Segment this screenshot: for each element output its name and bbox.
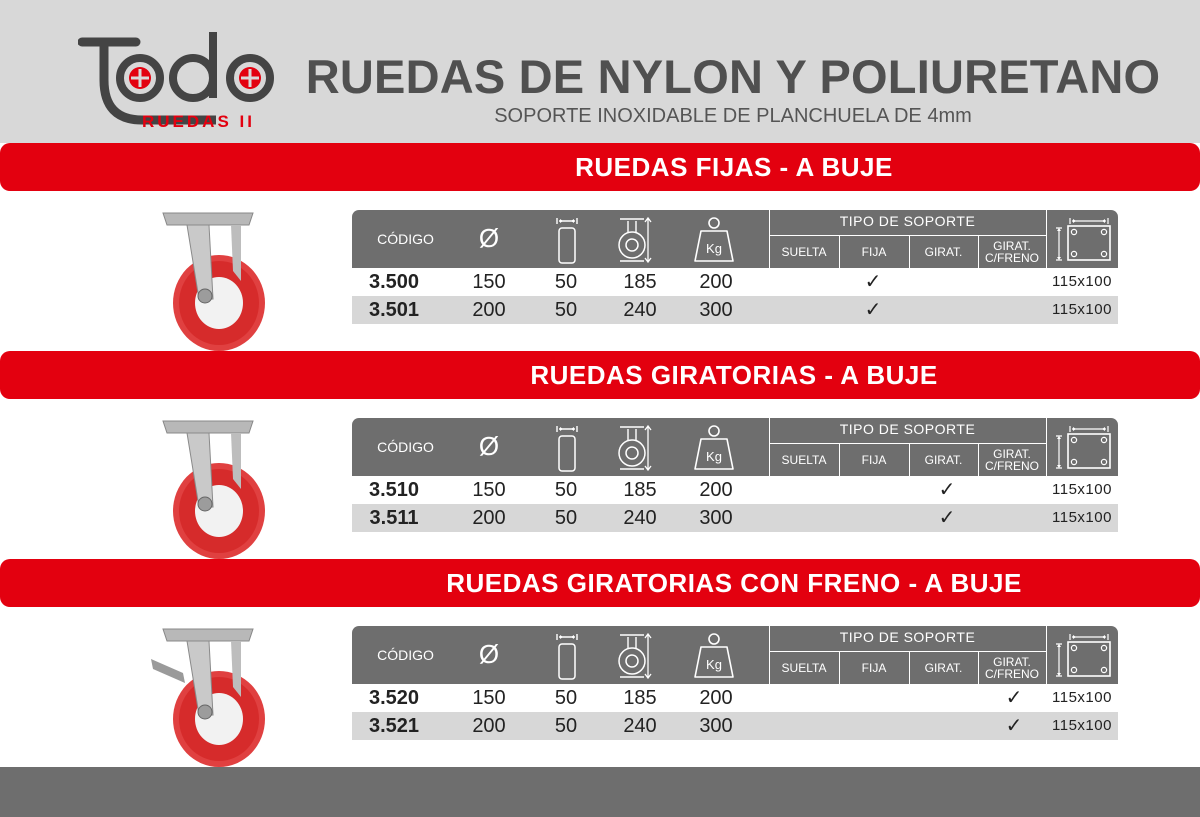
load-capacity-icon (691, 631, 737, 681)
code-header: CÓDIGO (377, 231, 434, 247)
support-girat-freno-header: GIRAT. C/FRENO (985, 447, 1039, 473)
table-row (352, 712, 1118, 740)
plate-dimensions: 115x100 (1052, 689, 1112, 706)
support-type-header: TIPO DE SOPORTE (839, 421, 976, 437)
product-code: 3.521 (368, 715, 420, 737)
diameter-header: Ø (478, 223, 500, 253)
height-value: 185 (623, 479, 657, 501)
support-check-mark: ✓ (938, 479, 956, 501)
table-header (352, 626, 1118, 684)
load-value: 300 (699, 299, 733, 321)
height-value: 240 (623, 715, 657, 737)
product-code: 3.500 (368, 271, 420, 293)
mounting-plate-icon (1052, 214, 1114, 264)
load-value: 300 (699, 715, 733, 737)
support-girat-header: GIRAT. (924, 453, 963, 467)
width-value: 50 (554, 479, 578, 501)
table-row (352, 268, 1118, 296)
specs-table (352, 626, 1118, 738)
height-value: 185 (623, 687, 657, 709)
product-code: 3.511 (369, 507, 419, 529)
caster-wheel-photo (123, 409, 288, 559)
mounting-plate-icon (1052, 630, 1114, 680)
wheel-width-icon (555, 423, 579, 473)
section-banner (0, 351, 1200, 399)
table-header (352, 210, 1118, 268)
support-fija-header: FIJA (861, 453, 887, 467)
support-girat-freno-header: GIRAT. C/FRENO (985, 655, 1039, 681)
plate-dimensions: 115x100 (1052, 273, 1112, 290)
width-value: 50 (554, 271, 578, 293)
load-value: 200 (699, 479, 733, 501)
page-title: RUEDAS DE NYLON Y POLIURETANO (305, 50, 1161, 103)
height-value: 240 (623, 299, 657, 321)
support-fija-header: FIJA (861, 661, 887, 675)
plate-dimensions: 115x100 (1052, 509, 1112, 526)
width-value: 50 (554, 687, 578, 709)
height-value: 185 (623, 271, 657, 293)
support-fija-header: FIJA (861, 245, 887, 259)
load-value: 200 (699, 271, 733, 293)
section-title: RUEDAS GIRATORIAS CON FRENO - A BUJE (446, 568, 1022, 598)
load-value: 200 (699, 687, 733, 709)
diameter-value: 200 (472, 715, 506, 737)
wheel-height-icon (614, 631, 656, 681)
width-value: 50 (554, 715, 578, 737)
brake-lever (151, 659, 185, 683)
width-value: 50 (554, 507, 578, 529)
code-header: CÓDIGO (377, 439, 434, 455)
diameter-value: 200 (472, 507, 506, 529)
load-value: 300 (699, 507, 733, 529)
support-girat-freno-header: GIRAT. C/FRENO (985, 239, 1039, 265)
wheel-width-icon (555, 215, 579, 265)
wheel-height-icon (614, 423, 656, 473)
support-suelta-header: SUELTA (781, 453, 827, 467)
load-unit-label: Kg (706, 657, 722, 672)
load-unit-label: Kg (706, 241, 722, 256)
specs-table (352, 210, 1118, 322)
diameter-value: 150 (472, 687, 506, 709)
support-check-mark: ✓ (1005, 715, 1023, 737)
table-header (352, 418, 1118, 476)
support-check-mark: ✓ (864, 299, 882, 321)
support-type-header: TIPO DE SOPORTE (839, 629, 976, 645)
support-check-mark: ✓ (864, 271, 882, 293)
section-title: RUEDAS FIJAS - A BUJE (575, 152, 893, 182)
diameter-header: Ø (478, 639, 500, 669)
caster-wheel-photo (123, 201, 288, 351)
height-value: 240 (623, 507, 657, 529)
table-row (352, 684, 1118, 712)
width-value: 50 (554, 299, 578, 321)
section-title: RUEDAS GIRATORIAS - A BUJE (530, 360, 938, 390)
support-type-header: TIPO DE SOPORTE (839, 213, 976, 229)
table-row (352, 476, 1118, 504)
section-banner (0, 143, 1200, 191)
diameter-header: Ø (478, 431, 500, 461)
plate-dimensions: 115x100 (1052, 301, 1112, 318)
page-subtitle: SOPORTE INOXIDABLE DE PLANCHUELA DE 4mm (494, 105, 972, 127)
support-girat-header: GIRAT. (924, 661, 963, 675)
plate-dimensions: 115x100 (1052, 717, 1112, 734)
load-capacity-icon (691, 215, 737, 265)
diameter-value: 150 (472, 479, 506, 501)
product-code: 3.510 (368, 479, 420, 501)
caster-wheel-photo (123, 617, 288, 767)
specs-table (352, 418, 1118, 530)
product-section-3 (0, 559, 1200, 766)
wheel-height-icon (614, 215, 656, 265)
load-unit-label: Kg (706, 449, 722, 464)
product-code: 3.501 (368, 299, 420, 321)
product-code: 3.520 (368, 687, 420, 709)
support-suelta-header: SUELTA (781, 245, 827, 259)
mounting-plate-icon (1052, 422, 1114, 472)
page-footer-bar (0, 767, 1200, 817)
table-row (352, 504, 1118, 532)
support-check-mark: ✓ (1005, 687, 1023, 709)
code-header: CÓDIGO (377, 647, 434, 663)
wheel-width-icon (555, 631, 579, 681)
section-banner (0, 559, 1200, 607)
product-section-1 (0, 143, 1200, 350)
support-girat-header: GIRAT. (924, 245, 963, 259)
diameter-value: 200 (472, 299, 506, 321)
load-capacity-icon (691, 423, 737, 473)
product-section-2 (0, 351, 1200, 558)
svg-text:RUEDAS II: RUEDAS II (142, 112, 255, 130)
table-row (352, 296, 1118, 324)
plate-dimensions: 115x100 (1052, 481, 1112, 498)
support-suelta-header: SUELTA (781, 661, 827, 675)
page-header (0, 0, 1200, 143)
diameter-value: 150 (472, 271, 506, 293)
support-check-mark: ✓ (938, 507, 956, 529)
